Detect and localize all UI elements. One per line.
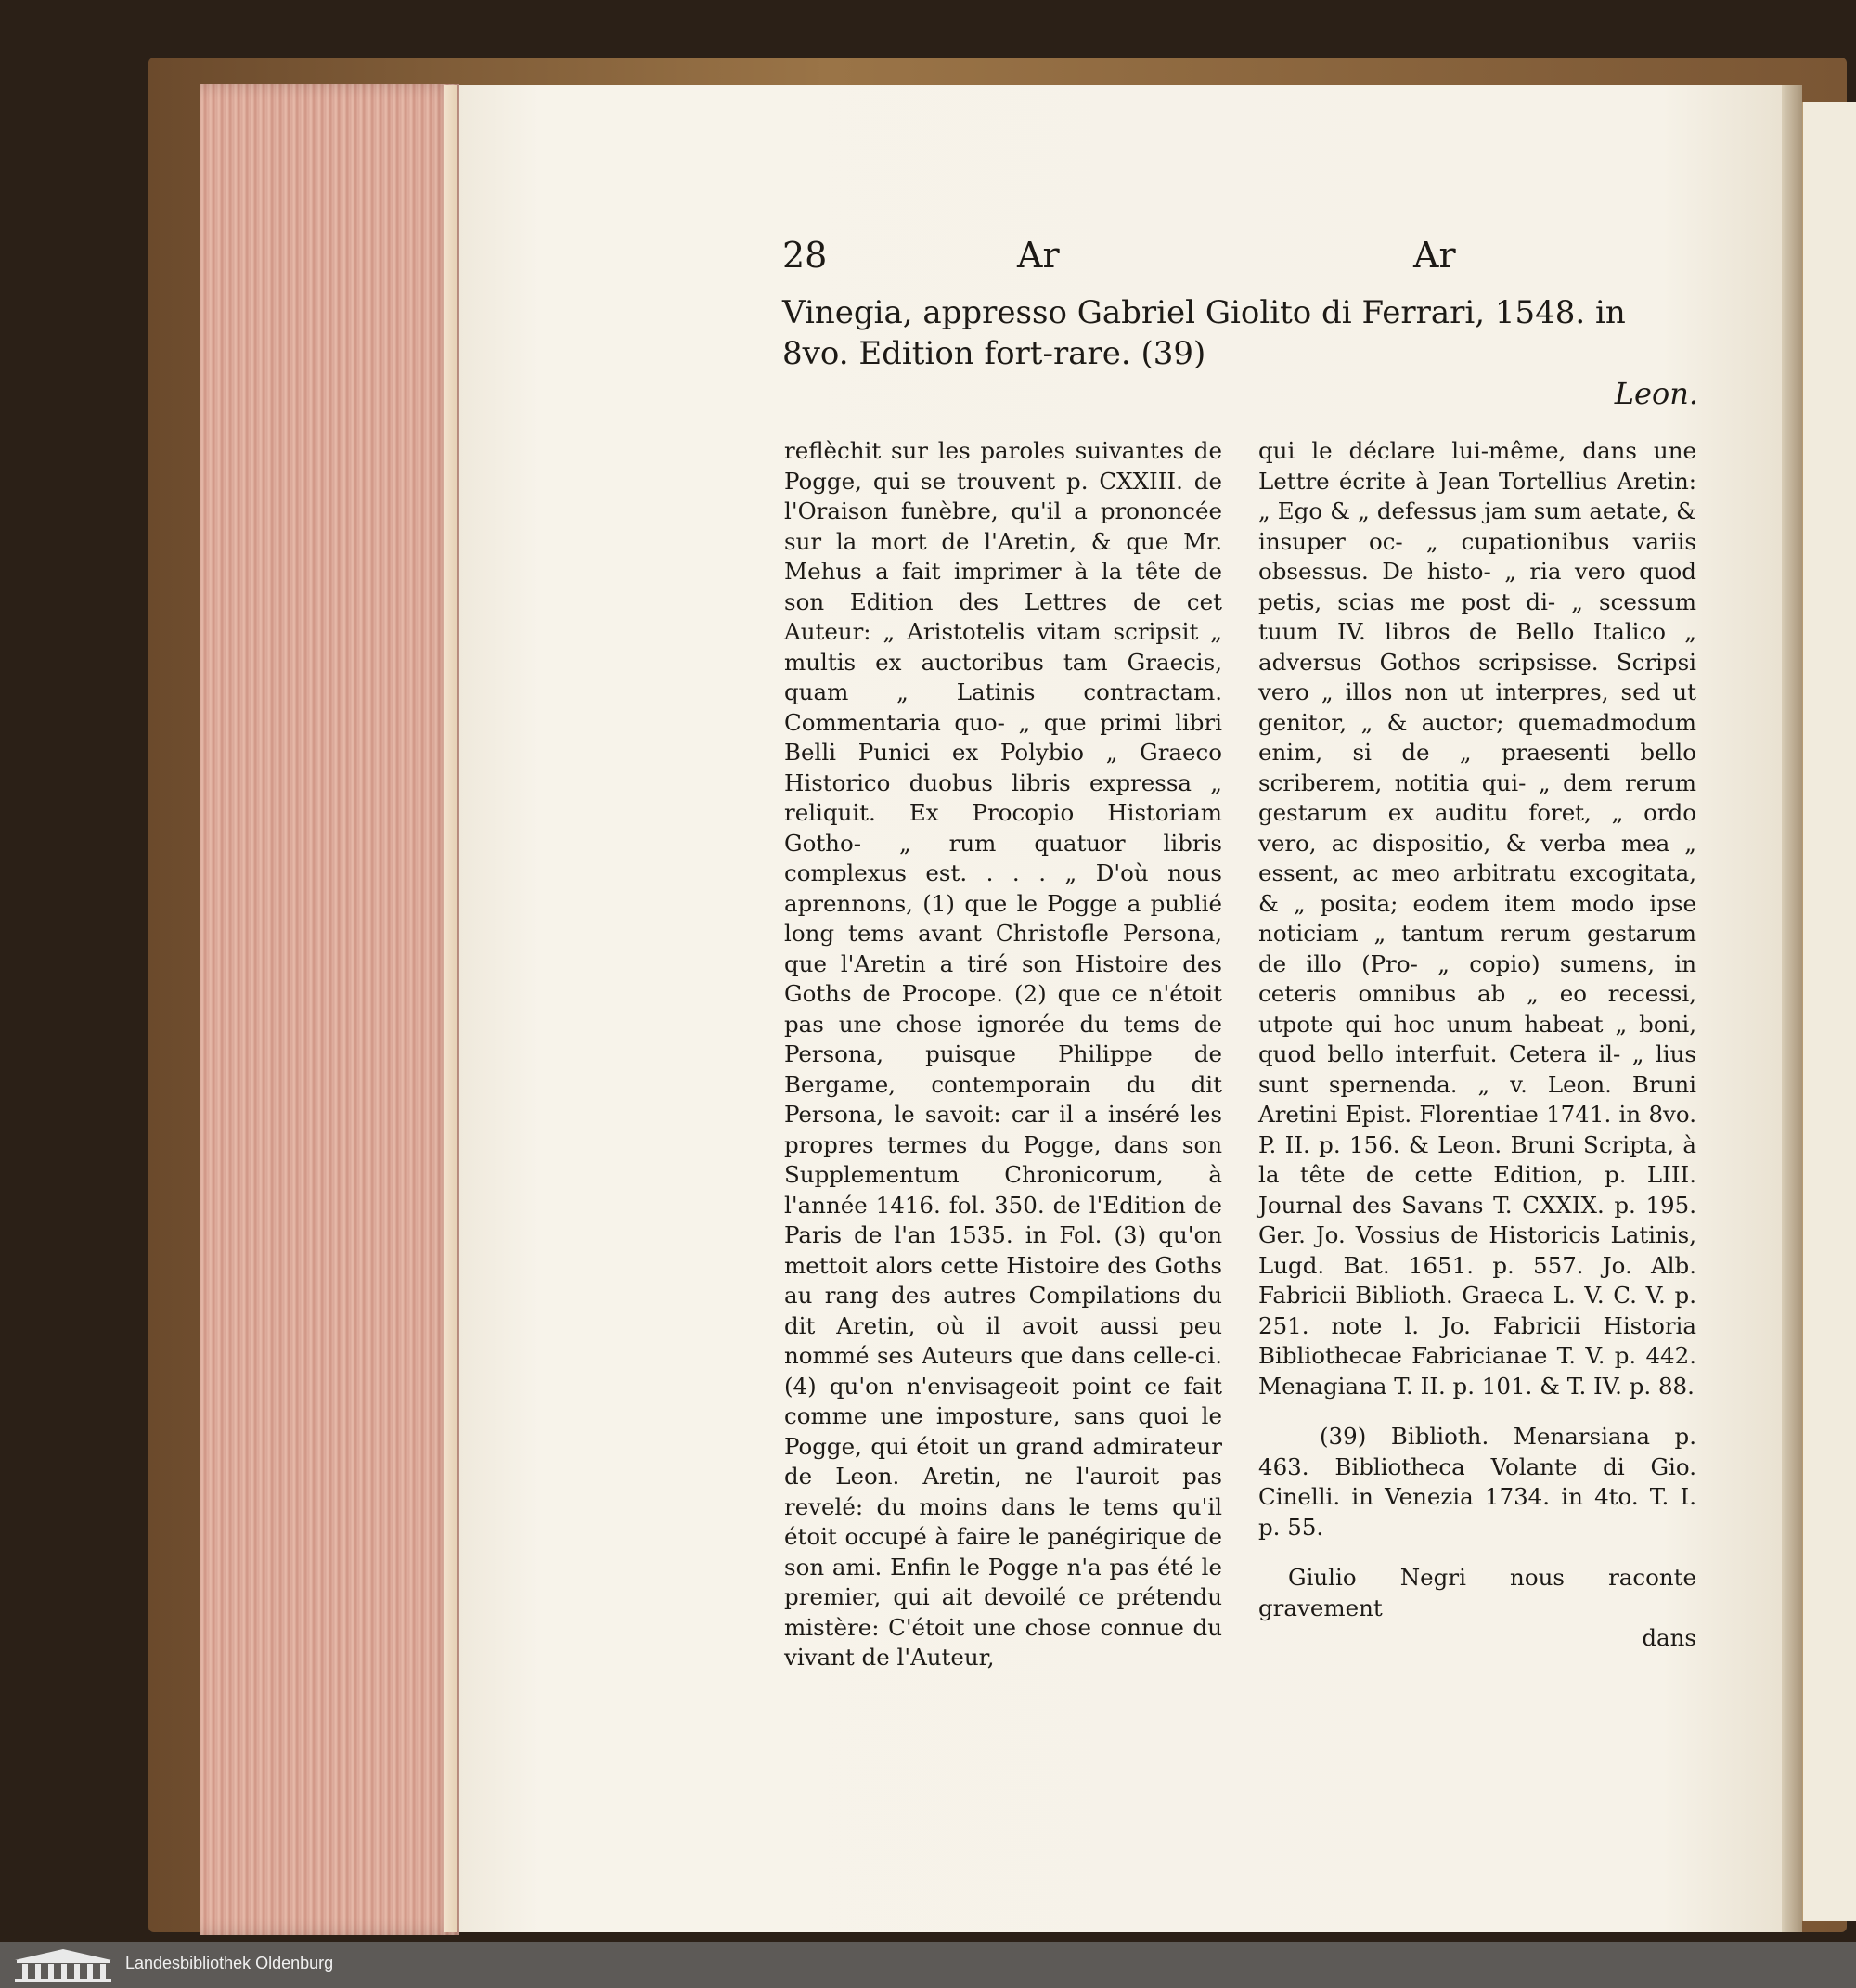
running-head — [782, 235, 1701, 290]
entry-heading: Leon. — [1614, 376, 1698, 411]
page-edge-highlight — [444, 85, 457, 1932]
page-gutter — [1782, 85, 1802, 1932]
next-entry-start: Giulio Negri nous raconte gravement — [1258, 1564, 1696, 1621]
left-column — [784, 436, 1222, 1673]
library-building-icon — [11, 1947, 115, 1982]
facing-page-edge — [1800, 102, 1856, 1921]
running-head-right: Ar — [1413, 235, 1456, 276]
catchword: dans — [1642, 1624, 1696, 1651]
page-edges — [200, 84, 459, 1935]
right-column-text: qui le déclare lui-même, dans une Lettre écrite à Jean Tortellius Aretin: „ Ego & „ defessus jam sum aetate, & insuper oc- „ cupationibus variis obsessus. De histo- „ ria vero quod petis, scias me post di- „ scessum tuum IV. libros de Bello Italico „ adversus Gothos scripsisse. Scripsi vero „ illos non ut interpres, sed ut genitor, „ & auctor; quemadmodum enim, si de „ praesenti bello scriberem, notitia qui- „ dem rerum gestarum ex auditu foret, „ ordo vero, ac dispositio, & verba mea „ essent, ac meo arbitratu excogitata, & „ posita; eodem item modo ipse noticiam „ tantum rerum gestarum de illo (Pro- „ copio) sumens, in ceteris omnibus ab „ eo recessi, utpote qui hoc unum habeat „ boni, quod bello interfuit. Cetera il- „ lius sunt spernenda. „ v. Leon. Bruni Aretini Epist. Florentiae 1741. in 8vo. P. II. p. 156. & Leon. Bruni Scripta, à la tête de cette Edition, p. LIII. Journal des Savans T. CXXIX. p. 195. Ger. Jo. Vossius de Historicis Latinis, Lugd. Bat. 1651. p. 557. Jo. Alb. Fabricii Biblioth. Graeca L. V. C. V. p. 251. note l. Jo. Fabricii Historia Bibliothecae Fabricianae T. V. p. 442. Menagiana T. II. p. 101. & T. IV. p. 88. — [1258, 437, 1696, 1400]
title-entry: Vinegia, appresso Gabriel Giolito di Ferrari, 1548. in 8vo. Edition fort-rare. (39) — [782, 294, 1626, 372]
footer-bar — [0, 1942, 1856, 1988]
library-name: Landesbibliothek Oldenburg — [125, 1954, 334, 1972]
running-head-left: Ar — [1017, 235, 1060, 276]
right-column — [1258, 436, 1696, 1654]
footnote-39: (39) Biblioth. Menarsiana p. 463. Bibliotheca Volante di Gio. Cinelli. in Venezia 1734. in 4to. T. I. p. 55. — [1258, 1423, 1696, 1541]
left-column-text: reflèchit sur les paroles suivantes de Pogge, qui se trouvent p. CXXIII. de l'Oraison funèbre, qu'il a prononcée sur la mort de l'Aretin, & que Mr. Mehus a fait imprimer à la tête de son Edition des Lettres de cet Auteur: „ Aristotelis vitam scripsit „ multis ex auctoribus tam Graecis, quam „ Latinis contractam. Commentaria quo- „ que primi libri Belli Punici ex Polybio „ Graeco Historico duobus libris expressa „ reliquit. Ex Procopio Historiam Gotho- „ rum quatuor libris complexus est. . . . „ D'où nous aprennons, (1) que le Pogge a publié long tems avant Christofle Persona, que l'Aretin a tiré son Histoire des Goths de Procope. (2) que ce n'étoit pas une chose ignorée du tems de Persona, puisque Philippe de Bergame, contemporain du dit Persona, le savoit: car il a inséré les propres termes du Pogge, dans son Supplementum Chronicorum, à l'année 1416. fol. 350. de l'Edition de Paris de l'an 1535. in Fol. (3) qu'on mettoit alors cette Histoire des Goths au rang des autres Compilations du dit Aretin, où il avoit aussi peu nommé ses Auteurs que dans celle-ci. (4) qu'on n'envisageoit point ce fait comme une imposture, sans quoi le Pogge, qui étoit un grand admirateur de Leon. Aretin, ne l'auroit pas revelé: du moins dans le tems qu'il étoit occupé à faire le panégirique de son ami. Enfin le Pogge n'a pas été le premier, qui ait devoilé ce prétendu mistère: C'étoit une chose connue du vivant de l'Auteur, — [784, 437, 1222, 1671]
page-number: 28 — [782, 235, 828, 276]
